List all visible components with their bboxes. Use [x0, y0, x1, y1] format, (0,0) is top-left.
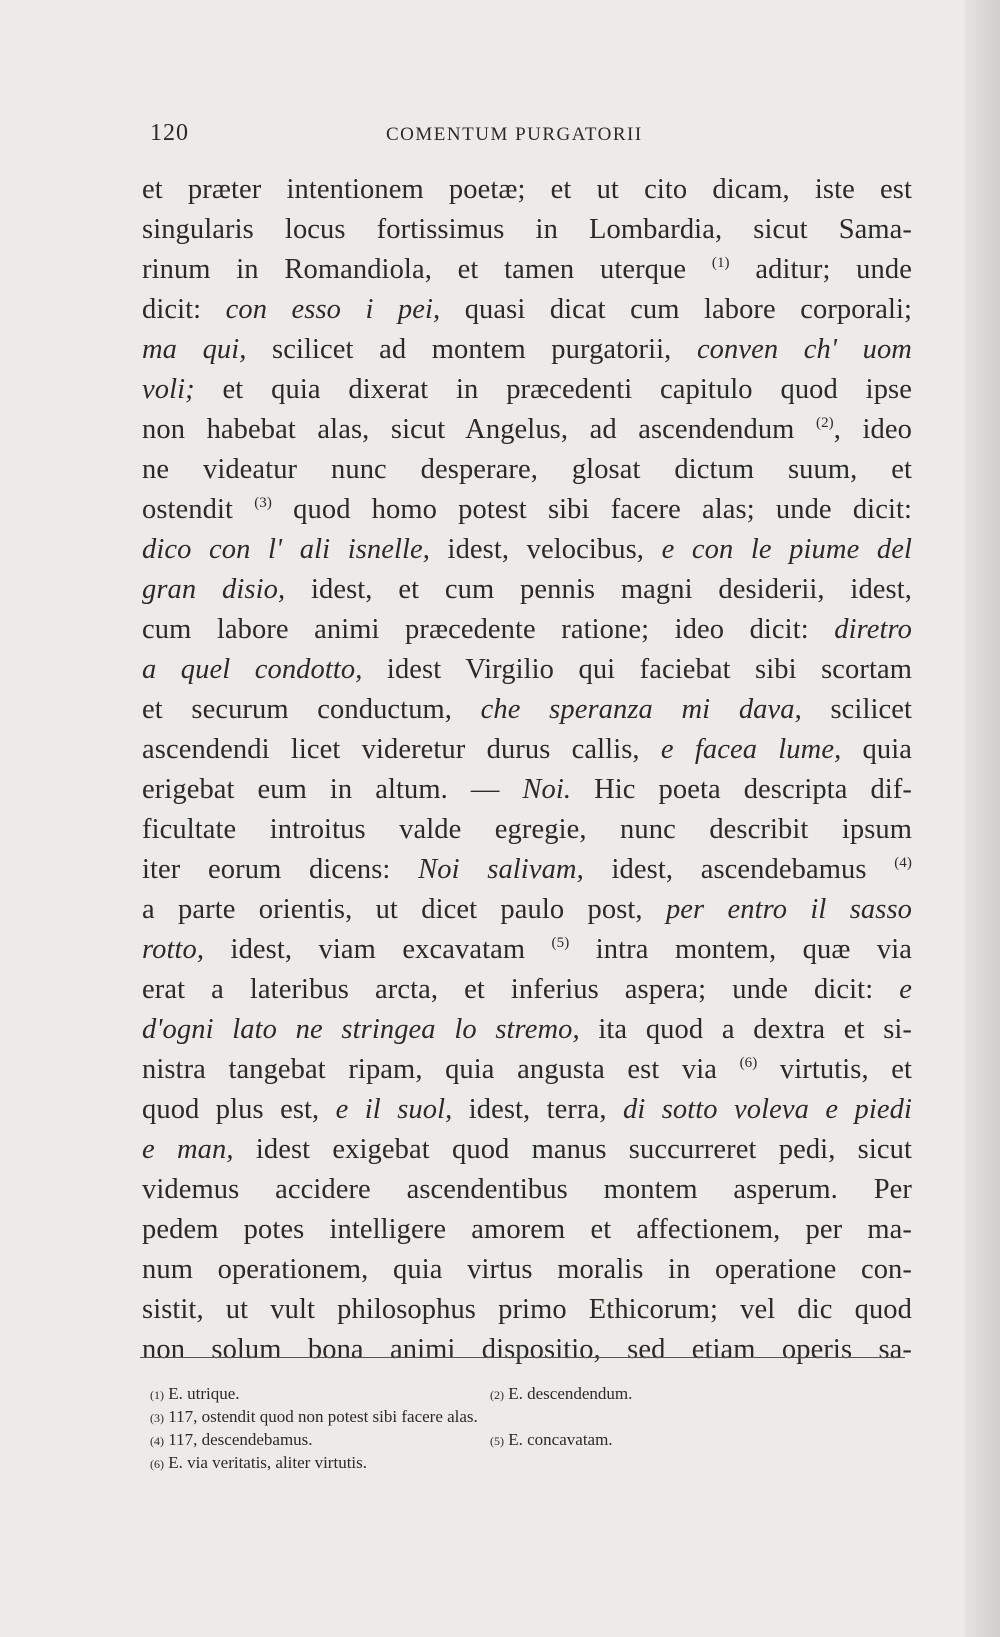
quoted-verse: e con le piume del [661, 534, 912, 565]
text-segment: singularis locus fortissimus in Lombardia, sicut Sama- [142, 214, 912, 245]
footnote [150, 1407, 478, 1426]
footnotes [150, 1382, 770, 1474]
quoted-verse: e man, [142, 1134, 234, 1165]
text-segment: a parte orientis, ut dicet paulo post, [142, 894, 666, 925]
quoted-verse: gran disio, [142, 574, 286, 605]
text-segment: num operationem, quia virtus moralis in operatione con- [142, 1254, 912, 1285]
text-segment: et præter intentionem poetæ; et ut cito dicam, iste est [142, 174, 912, 205]
text-segment: non solum bona animi dispositio, sed etiam operis sa- [142, 1334, 912, 1365]
quoted-verse: Noi salivam, [418, 854, 584, 885]
text-line [142, 210, 912, 250]
text-line [142, 330, 912, 370]
text-segment: scilicet [801, 694, 912, 725]
footnote-rule [140, 1357, 905, 1358]
text-segment: quod homo potest sibi facere alas; unde dicit: [272, 494, 912, 525]
quoted-verse: ma qui, [142, 334, 247, 365]
text-line [142, 610, 912, 650]
footnote [490, 1382, 632, 1407]
text-line [142, 170, 912, 210]
text-line [142, 290, 912, 330]
text-segment: ascendendi licet videretur durus callis, [142, 734, 661, 765]
text-line [142, 1010, 912, 1050]
footnote-text: E. utrique. [164, 1384, 240, 1403]
text-segment: videmus accidere ascendentibus montem asperum. Per [142, 1174, 912, 1205]
text-line [142, 1130, 912, 1170]
running-head: COMENTUM PURGATORII [386, 124, 643, 145]
commentary-text [142, 170, 912, 1370]
text-line [142, 490, 912, 530]
footnote-row [150, 1428, 770, 1451]
quoted-verse: conven ch' uom [696, 334, 912, 365]
footnote-ref: (5) [490, 1434, 504, 1448]
text-line [142, 410, 912, 450]
text-segment: erigebat eum in altum. — [142, 774, 523, 805]
footnote-ref: (2) [490, 1388, 504, 1402]
footnote-ref: (6) [150, 1457, 164, 1471]
quoted-verse: e [899, 974, 912, 1005]
text-segment: idest, viam excavatam [204, 934, 552, 965]
text-segment: ne videatur nunc desperare, glosat dictum suum, et [142, 454, 912, 485]
text-segment: cum labore animi præcedente ratione; ideo dicit: [142, 614, 835, 645]
text-line [142, 370, 912, 410]
text-segment: idest, et cum pennis magni desiderii, idest, [285, 574, 912, 605]
footnote-marker: (3) [254, 495, 272, 511]
text-line [142, 770, 912, 810]
footnote-text: 117, descendebamus. [164, 1430, 313, 1449]
quoted-verse: a quel condotto, [142, 654, 363, 685]
text-line [142, 1290, 912, 1330]
text-line [142, 250, 912, 290]
text-line [142, 690, 912, 730]
text-line [142, 1170, 912, 1210]
footnote-ref: (3) [150, 1411, 164, 1425]
text-line [142, 810, 912, 850]
footnote-row [150, 1451, 770, 1474]
text-line [142, 1050, 912, 1090]
text-segment: idest exigebat quod manus succurreret pedi, sicut [233, 1134, 912, 1165]
footnote [150, 1430, 313, 1449]
text-segment: quod plus est, [142, 1094, 336, 1125]
text-segment: idest, ascendebamus [583, 854, 895, 885]
text-segment: idest, velocibus, [430, 534, 662, 565]
quoted-verse: rotto, [142, 934, 205, 965]
quoted-verse: voli; [142, 374, 195, 405]
quoted-verse: e il suol, [335, 1094, 453, 1125]
text-segment: ita quod a dextra et si- [579, 1014, 912, 1045]
footnote [490, 1428, 613, 1453]
footnote-marker: (6) [739, 1055, 758, 1071]
footnote-text: E. via veritatis, aliter virtutis. [164, 1453, 368, 1472]
text-segment: , ideo [833, 414, 913, 445]
text-segment: nistra tangebat ripam, quia angusta est via [142, 1054, 740, 1085]
text-segment: erat a lateribus arcta, et inferius aspera; unde dicit: [142, 974, 900, 1005]
text-line [142, 890, 912, 930]
text-segment: ficultate introitus valde egregie, nunc describit ipsum [142, 814, 912, 845]
quoted-verse: che speranza mi dava, [480, 694, 802, 725]
footnote-row [150, 1405, 770, 1428]
footnote-marker: (5) [551, 935, 570, 951]
page-number: 120 [150, 120, 189, 146]
text-segment: aditur; unde [729, 254, 912, 285]
text-segment: dicit: [142, 294, 226, 325]
text-segment: pedem potes intelligere amorem et affectionem, per ma- [142, 1214, 912, 1245]
footnote-ref: (4) [150, 1434, 164, 1448]
footnote-marker: (2) [815, 415, 834, 431]
text-segment: iter eorum dicens: [142, 854, 419, 885]
text-segment: rinum in Romandiola, et tamen uterque [142, 254, 712, 285]
text-segment: virtutis, et [757, 1054, 912, 1085]
quoted-verse: d'ogni lato ne stringea lo stremo, [142, 1014, 580, 1045]
quoted-verse: e facea lume, [660, 734, 842, 765]
footnote [150, 1384, 240, 1403]
page-edge [964, 0, 1000, 1637]
page-header [150, 120, 910, 160]
text-segment: et quia dixerat in præcedenti capitulo quod ipse [194, 374, 912, 405]
quoted-verse: con esso i pei, [225, 294, 441, 325]
text-segment: quia [841, 734, 913, 765]
text-segment: idest, terra, [452, 1094, 623, 1125]
text-line [142, 970, 912, 1010]
quoted-verse: per entro il sasso [665, 894, 912, 925]
text-line [142, 530, 912, 570]
quoted-verse: diretro [834, 614, 912, 645]
text-line [142, 650, 912, 690]
text-line [142, 730, 912, 770]
footnote-text: E. concavatam. [504, 1430, 613, 1449]
text-segment: ostendit [142, 494, 255, 525]
quoted-verse: di sotto voleva e piedi [622, 1094, 912, 1125]
footnote [150, 1453, 367, 1472]
footnote-marker: (1) [711, 255, 730, 271]
footnote-text: E. descendendum. [504, 1384, 633, 1403]
text-segment: scilicet ad montem purgatorii, [246, 334, 697, 365]
quoted-verse: Noi. [522, 774, 572, 805]
footnote-text: 117, ostendit quod non potest sibi facere alas. [164, 1407, 478, 1426]
text-line [142, 1250, 912, 1290]
quoted-verse: dico con l' ali isnelle, [142, 534, 431, 565]
footnote-row [150, 1382, 770, 1405]
text-line [142, 570, 912, 610]
text-line [142, 450, 912, 490]
text-line [142, 850, 912, 890]
text-segment: et securum conductum, [142, 694, 481, 725]
text-line [142, 1210, 912, 1250]
text-line [142, 1090, 912, 1130]
text-segment: Hic poeta descripta dif- [571, 774, 913, 805]
text-line [142, 930, 912, 970]
footnote-ref: (1) [150, 1388, 164, 1402]
text-segment: intra montem, quæ via [569, 934, 912, 965]
text-segment: quasi dicat cum labore corporali; [440, 294, 912, 325]
text-segment: non habebat alas, sicut Angelus, ad ascendendum [142, 414, 816, 445]
footnote-marker: (4) [894, 855, 912, 871]
text-line [142, 1330, 912, 1370]
text-segment: idest Virgilio qui faciebat sibi scortam [362, 654, 913, 685]
text-segment: sistit, ut vult philosophus primo Ethicorum; vel dic quod [142, 1294, 912, 1325]
